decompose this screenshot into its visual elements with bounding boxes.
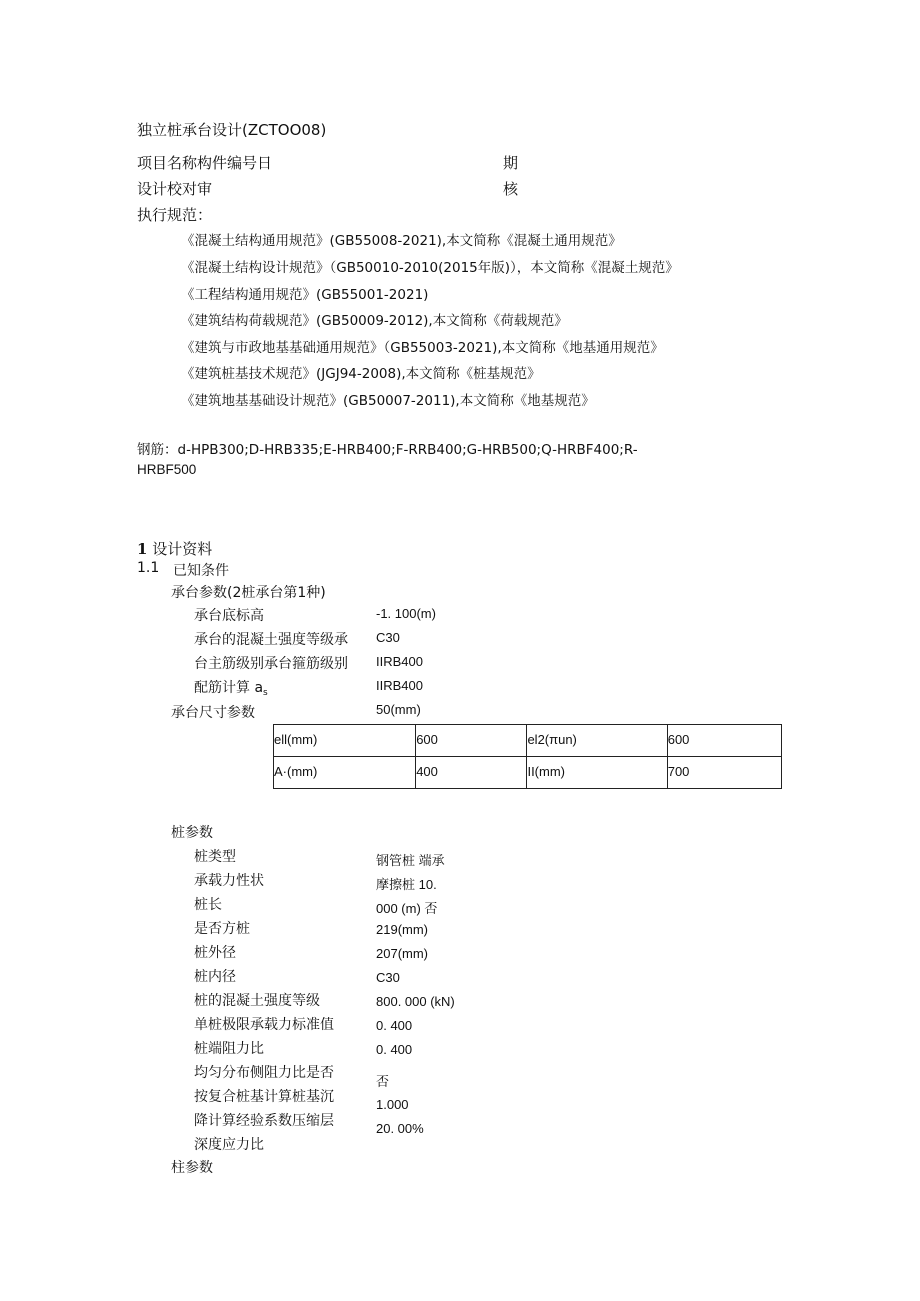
pile-param-label: 单桩极限承载力标准值 [194, 1017, 334, 1033]
cell-text: 700 [667, 764, 690, 779]
code-item: 《混凝土结构设计规范》（GB50010-2010(2015年版)），本文简称《混凝土规范》 [181, 260, 679, 276]
section-title [137, 538, 212, 559]
pile-param-label: 桩外径 [194, 945, 236, 961]
table-cell [274, 757, 416, 789]
cap-param-label: 承台底标高 [194, 608, 264, 624]
section-number: 1 [137, 540, 148, 558]
pile-param-value: 000 (m) 否 [376, 901, 438, 916]
cap-param-value: IIRB400 [376, 678, 423, 693]
table-row [274, 725, 782, 757]
pile-param-label: 是否方桩 [194, 921, 250, 937]
table-cell [527, 725, 667, 757]
cap-rebar-label: 配筋计算 a [194, 680, 264, 696]
cell-text: ell(mm) [274, 732, 318, 747]
cap-param-value: IIRB400 [376, 654, 423, 669]
pile-param-label: 桩内径 [194, 969, 236, 985]
table-cell [527, 757, 667, 789]
cell-text: 600 [416, 732, 438, 747]
cap-param-value: -1. 100(m) [376, 606, 436, 621]
cell-text: 400 [416, 764, 438, 779]
pile-param-value: 否 [376, 1074, 390, 1089]
cap-param-label [194, 677, 268, 698]
pile-param-label: 桩的混凝土强度等级 [194, 993, 320, 1009]
pile-param-value: 1.000 [376, 1097, 409, 1112]
column-params-heading: 柱参数 [171, 1160, 213, 1176]
cap-param-label: 台主筋级别承台箍筋级别 [194, 656, 348, 672]
pile-param-value: 219(mm) [376, 922, 429, 937]
pile-param-label: 桩端阻力比 [194, 1041, 264, 1057]
approve-label: 核 [503, 180, 519, 198]
cap-params-heading: 承台参数(2桩承台第1种) [171, 585, 326, 601]
cell-text: A·(mm) [274, 764, 318, 779]
cap-param-label: 承台的混凝土强度等级承 [194, 632, 348, 648]
table-row [274, 757, 782, 789]
pile-param-value: 20. 00% [376, 1121, 424, 1136]
pile-param-value: 207(mm) [376, 946, 429, 961]
table-cell [416, 725, 527, 757]
table-cell [667, 757, 781, 789]
design-check-label: 设计校对审 [137, 180, 213, 198]
subsection-title: 已知条件 [173, 563, 229, 579]
cap-dims-heading: 承台尺寸参数 [171, 705, 255, 721]
pile-param-value: 摩擦桩 10. [376, 877, 437, 892]
rebar-legend-line1: 钢筋：d-HPB300;D-HRB335;E-HRB400;F-RRB400;G-HRB500;Q-HRBF400;R- [137, 442, 638, 458]
cap-rebar-subscript: s [263, 688, 268, 698]
pile-param-label: 深度应力比 [194, 1137, 264, 1153]
code-item: 《混凝土结构通用规范》(GB55008-2021),本文简称《混凝土通用规范》 [181, 233, 622, 249]
pile-param-label: 降计算经验系数压缩层 [194, 1113, 334, 1129]
pile-param-value: 钢管桩 端承 [376, 853, 445, 868]
pile-param-value: 0. 400 [376, 1042, 413, 1057]
codes-heading: 执行规范： [137, 206, 213, 224]
subsection-number: 1.1 [137, 560, 160, 576]
code-item: 《建筑地基基础设计规范》(GB50007-2011),本文简称《地基规范》 [181, 393, 595, 409]
code-item: 《建筑桩基技术规范》(JGJ94-2008),本文简称《桩基规范》 [181, 366, 541, 382]
pile-param-label: 按复合桩基计算桩基沉 [194, 1089, 334, 1105]
pile-param-label: 桩长 [194, 897, 222, 913]
pile-param-value: C30 [376, 970, 400, 985]
table-cell [667, 725, 781, 757]
table-cell [416, 757, 527, 789]
code-item: 《工程结构通用规范》(GB55001-2021) [181, 287, 429, 303]
cap-dimensions-table [273, 724, 782, 789]
document-title: 独立桩承台设计(ZCTOO08) [137, 121, 327, 139]
pile-param-label: 均匀分布侧阻力比是否 [194, 1065, 334, 1081]
cell-text: el2(πun) [527, 732, 577, 747]
code-item: 《建筑结构荷载规范》(GB50009-2012),本文简称《荷载规范》 [181, 313, 568, 329]
project-info-label: 项目名称构件编号日 [137, 154, 273, 172]
pile-params-heading: 桩参数 [171, 825, 213, 841]
date-label: 期 [503, 154, 519, 172]
pile-param-label: 承载力性状 [194, 873, 264, 889]
rebar-legend-line2: HRBF500 [137, 462, 197, 477]
pile-param-value: 800. 000 (kN) [376, 994, 455, 1009]
code-item: 《建筑与市政地基基础通用规范》（GB55003-2021),本文简称《地基通用规范》 [181, 340, 664, 356]
pile-param-label: 桩类型 [194, 849, 236, 865]
pile-param-value: 0. 400 [376, 1018, 413, 1033]
table-cell [274, 725, 416, 757]
cell-text: II(mm) [527, 764, 565, 779]
cap-param-value: C30 [376, 630, 400, 645]
cap-dims-value: 50(mm) [376, 702, 421, 717]
cell-text: 600 [667, 732, 690, 747]
section-text: 设计资料 [152, 540, 213, 558]
